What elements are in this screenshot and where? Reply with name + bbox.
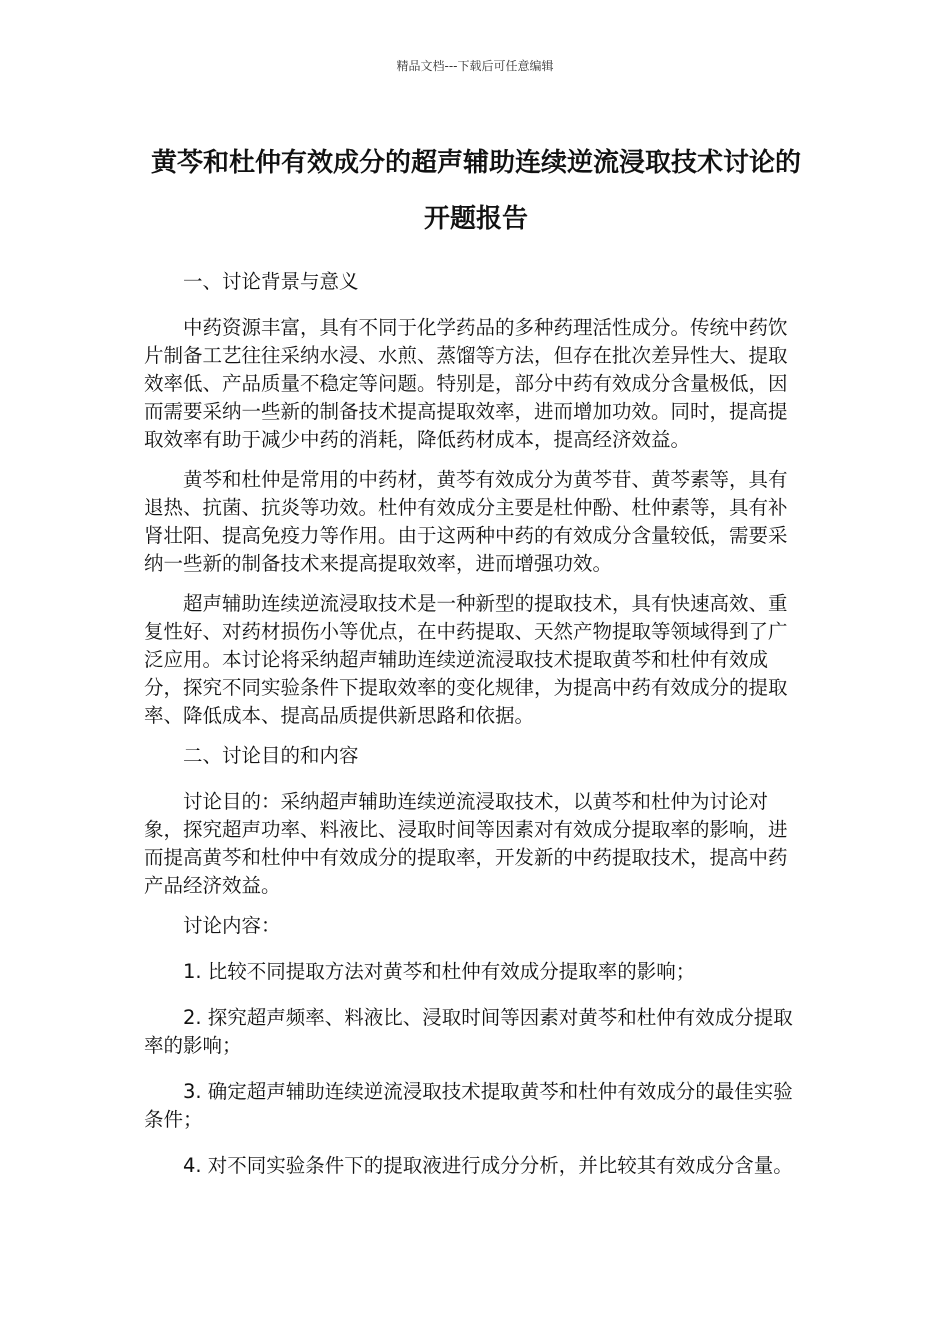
paragraph: 黄芩和杜仲是常用的中药材，黄芩有效成分为黄芩苷、黄芩素等，具有退热、抗菌、抗炎等功效。杜仲有效成分主要是杜仲酚、杜仲素等，具有补肾壮阳、提高免疫力等作用。由于这两种中药的有效成分含量较低，需要采纳一些新的制备技术来提高提取效率，进而增强功效。	[144, 468, 788, 575]
document-title: 黄芩和杜仲有效成分的超声辅助连续逆流浸取技术讨论的开题报告	[150, 148, 801, 234]
list-item: 1. 比较不同提取方法对黄芩和杜仲有效成分提取率的影响；	[183, 960, 696, 983]
content-label: 讨论内容：	[183, 914, 281, 937]
header-note: 精品文档---下载后可任意编辑	[396, 59, 554, 73]
list-item: 2. 探究超声频率、料液比、浸取时间等因素对黄芩和杜仲有效成分提取率的影响；	[144, 1006, 793, 1057]
list-item: 4. 对不同实验条件下的提取液进行成分分析，并比较其有效成分含量。	[183, 1154, 793, 1177]
section-heading-background: 一、讨论背景与意义	[183, 270, 359, 293]
document-body	[144, 268, 800, 1198]
purpose-paragraph: 讨论目的：采纳超声辅助连续逆流浸取技术，以黄芩和杜仲为讨论对象，探究超声功率、料液比、浸取时间等因素对有效成分提取率的影响，进而提高黄芩和杜仲中有效成分的提取率，开发新的中药提取技术，提高中药产品经济效益。	[144, 790, 788, 897]
paragraph: 中药资源丰富，具有不同于化学药品的多种药理活性成分。传统中药饮片制备工艺往往采纳水浸、水煎、蒸馏等方法，但存在批次差异性大、提取效率低、产品质量不稳定等问题。特别是，部分中药有效成分含量极低，因而需要采纳一些新的制备技术提高提取效率，进而增加功效。同时，提高提取效率有助于减少中药的消耗，降低药材成本，提高经济效益。	[144, 316, 788, 451]
paragraph: 超声辅助连续逆流浸取技术是一种新型的提取技术，具有快速高效、重复性好、对药材损伤小等优点，在中药提取、天然产物提取等领域得到了广泛应用。本讨论将采纳超声辅助连续逆流浸取技术提取黄芩和杜仲有效成分，探究不同实验条件下提取效率的变化规律，为提高中药有效成分的提取率、降低成本、提高品质提供新思路和依据。	[144, 592, 788, 727]
list-item: 3. 确定超声辅助连续逆流浸取技术提取黄芩和杜仲有效成分的最佳实验条件；	[144, 1080, 793, 1131]
section-heading-purpose-content: 二、讨论目的和内容	[183, 744, 359, 767]
